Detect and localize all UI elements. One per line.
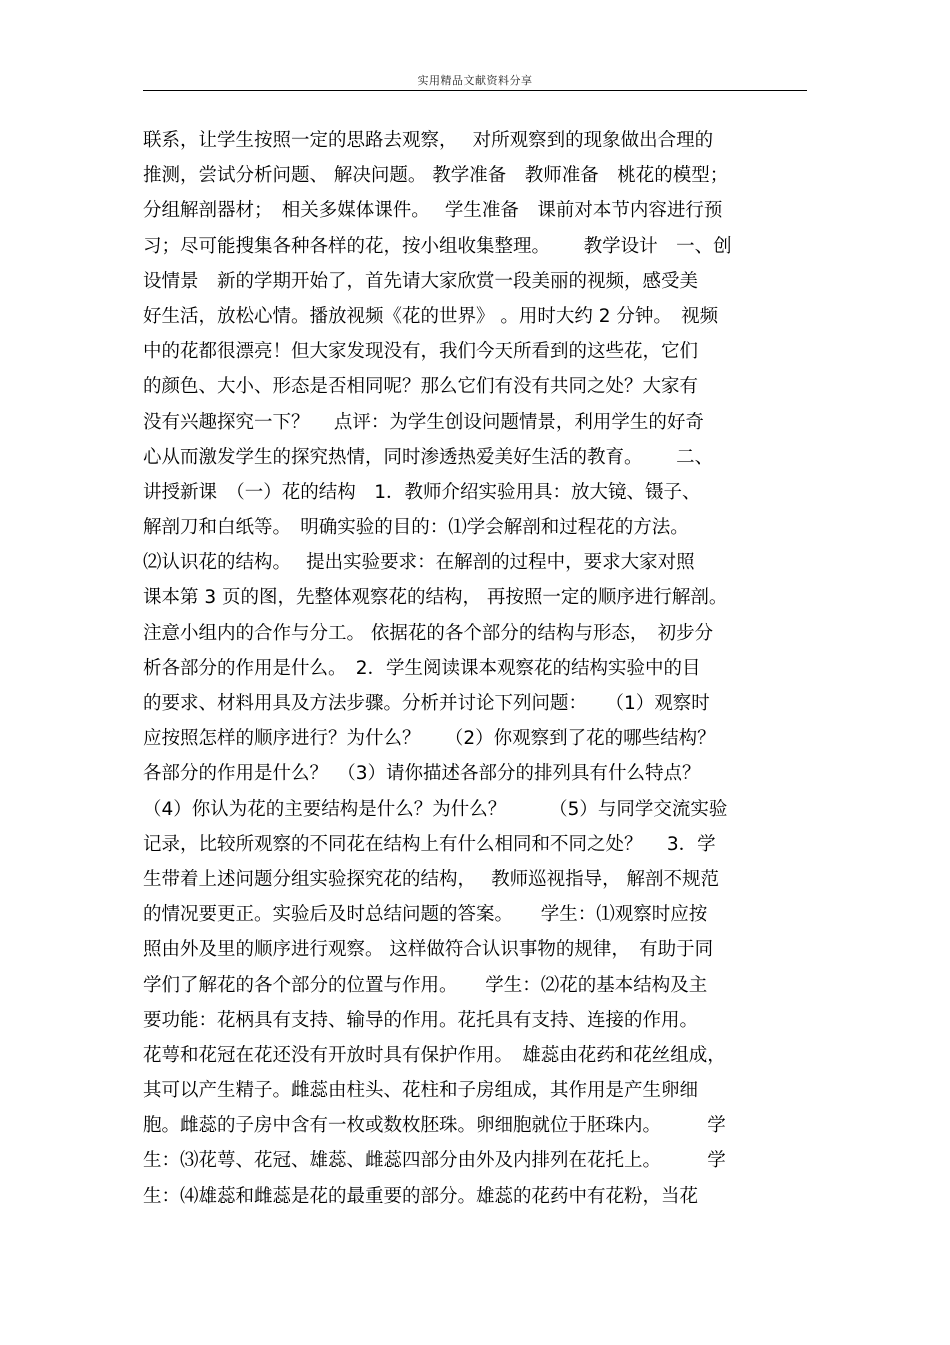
text-line: 各部分的作用是什么？ （3）请你描述各部分的排列具有什么特点？ bbox=[143, 763, 701, 785]
text-line: 课本第 3 页的图，先整体观察花的结构， 再按照一定的顺序进行解剖。 bbox=[143, 587, 728, 609]
text-line: 其可以产生精子。雌蕊由柱头、花柱和子房组成，其作用是产生卵细 bbox=[143, 1080, 699, 1102]
text-line: 花萼和花冠在花还没有开放时具有保护作用。 雄蕊由花药和花丝组成， bbox=[143, 1044, 726, 1066]
text-line: 讲授新课 （一）花的结构 1．教师介绍实验用具：放大镜、镊子、 bbox=[143, 481, 701, 503]
text-line: 的要求、材料用具及方法步骤。分析并讨论下列问题： （1）观察时 bbox=[143, 693, 710, 714]
text-line: 要功能：花柄具有支持、输导的作用。花托具有支持、连接的作用。 bbox=[143, 1009, 699, 1031]
text-line: 学们了解花的各个部分的位置与作用。 学生：⑵花的基本结构及主 bbox=[143, 974, 708, 996]
text-line: 分组解剖器材； 相关多媒体课件。 学生准备 课前对本节内容进行预 bbox=[143, 200, 723, 222]
text-line: 习；尽可能搜集各种各样的花，按小组收集整理。 教学设计 一、创 bbox=[143, 235, 732, 257]
text-line: 解剖刀和白纸等。 明确实验的目的：⑴学会解剖和过程花的方法。 bbox=[143, 517, 689, 539]
text-line: 没有兴趣探究一下？ 点评：为学生创设问题情景，利用学生的好奇 bbox=[143, 411, 704, 433]
text-line: 应按照怎样的顺序进行？为什么？ （2）你观察到了花的哪些结构？ bbox=[143, 728, 716, 750]
page-header: 实用精品文献资料分享 bbox=[417, 74, 533, 87]
text-line: 的颜色、大小、形态是否相同呢？那么它们有没有共同之处？大家有 bbox=[143, 376, 699, 398]
text-line: 好生活，放松心情。播放视频《花的世界》 。用时大约 2 分钟。 视频 bbox=[143, 305, 719, 327]
header-divider bbox=[143, 90, 807, 91]
text-line: 胞。雌蕊的子房中含有一枚或数枚胚珠。卵细胞就位于胚珠内。 学 bbox=[143, 1115, 726, 1137]
text-line: 析各部分的作用是什么。 2．学生阅读课本观察花的结构实验中的目 bbox=[143, 657, 701, 679]
text-line: 心从而激发学生的探究热情，同时渗透热爱美好生活的教育。 二、 bbox=[143, 446, 714, 468]
text-line: 中的花都很漂亮！但大家发现没有，我们今天所看到的这些花，它们 bbox=[143, 341, 699, 363]
text-line: 设情景 新的学期开始了，首先请大家欣赏一段美丽的视频，感受美 bbox=[143, 270, 699, 292]
text-line: ⑵认识花的结构。 提出实验要求：在解剖的过程中，要求大家对照 bbox=[143, 552, 695, 574]
text-line: 记录，比较所观察的不同花在结构上有什么相同和不同之处？ 3．学 bbox=[143, 833, 716, 855]
text-line: （4）你认为花的主要结构是什么？为什么？ （5）与同学交流实验 bbox=[143, 798, 728, 820]
text-line: 生：⑶花萼、花冠、雄蕊、雌蕊四部分由外及内排列在花托上。 学 bbox=[143, 1150, 726, 1172]
text-line: 生：⑷雄蕊和雌蕊是花的最重要的部分。雄蕊的花药中有花粉，当花 bbox=[143, 1185, 699, 1207]
text-line: 生带着上述问题分组实验探究花的结构， 教师巡视指导， 解剖不规范 bbox=[143, 868, 720, 890]
body-text bbox=[143, 123, 807, 1214]
text-line: 照由外及里的顺序进行观察。 这样做符合认识事物的规律， 有助于同 bbox=[143, 939, 714, 961]
text-line: 联系，让学生按照一定的思路去观察， 对所观察到的现象做出合理的 bbox=[143, 130, 714, 151]
text-line: 的情况要更正。实验后及时总结问题的答案。 学生：⑴观察时应按 bbox=[143, 904, 708, 926]
text-line: 注意小组内的合作与分工。 依据花的各个部分的结构与形态， 初步分 bbox=[143, 622, 714, 644]
text-line: 推测，尝试分析问题、 解决问题。 教学准备 教师准备 桃花的模型； bbox=[143, 165, 729, 187]
